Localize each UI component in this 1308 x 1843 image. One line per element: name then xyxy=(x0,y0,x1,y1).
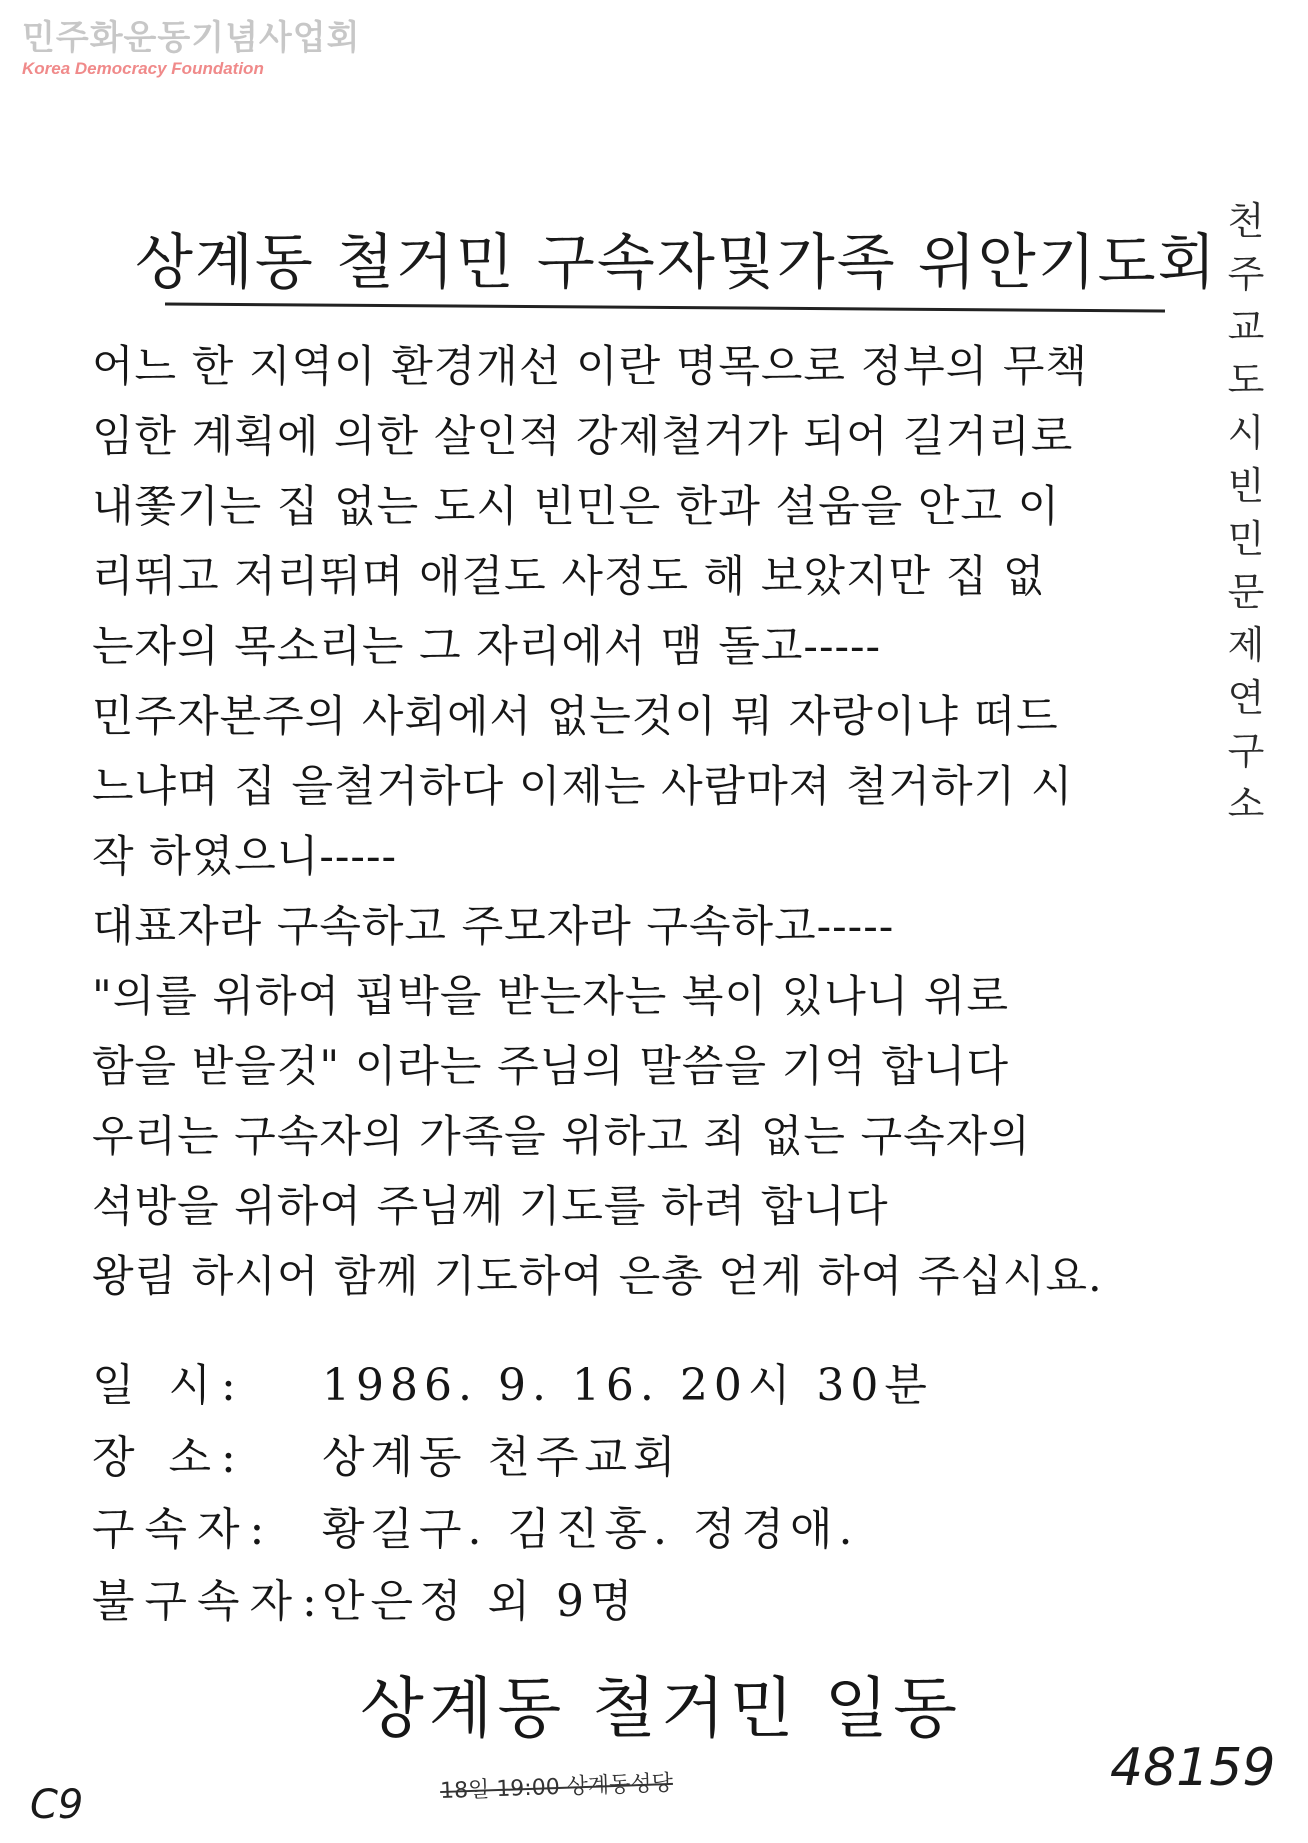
body-line: 임한 계획에 의한 살인적 강제철거가 되어 길거리로 xyxy=(92,412,1074,462)
detail-row-detained xyxy=(92,1489,1092,1561)
detail-label: 일 시: xyxy=(92,1360,246,1411)
body-line: 느냐며 집 을철거하다 이제는 사람마져 철거하기 시 xyxy=(92,762,1074,812)
detail-label: 구속자: xyxy=(92,1504,275,1555)
body-line: 민주자본주의 사회에서 없는것이 뭐 자랑이냐 떠드 xyxy=(92,692,1059,742)
detail-value: 황길구. 김진홍. 정경애. xyxy=(322,1504,859,1555)
body-line: 는자의 목소리는 그 자리에서 맴 돌고----- xyxy=(92,622,882,672)
watermark-korean-text: 민주화운동기념사업회 xyxy=(22,18,361,58)
body-line: 우리는 구속자의 가족을 위하고 죄 없는 구속자의 xyxy=(92,1112,1031,1162)
signature-line: 상계동 철거민 일동 xyxy=(360,1670,963,1747)
struck-through-note: 18일 19:00 상계동성당 xyxy=(439,1770,674,1805)
corner-mark: C9 xyxy=(30,1782,84,1828)
detail-value: 상계동 천주교회 xyxy=(322,1432,682,1483)
side-note-vertical: 천주교도시빈민문제연구소 xyxy=(1227,199,1265,826)
body-line: 어느 한 지역이 환경개선 이란 명목으로 정부의 무책 xyxy=(92,342,1088,392)
detail-row-place xyxy=(92,1417,1092,1489)
body-line: 함을 받을것" 이라는 주님의 말씀을 기억 합니다 xyxy=(92,1042,1010,1092)
document-number: 48159 xyxy=(1110,1738,1276,1798)
event-details xyxy=(92,1345,1092,1633)
body-line: 내쫓기는 집 없는 도시 빈민은 한과 설움을 안고 이 xyxy=(92,482,1061,532)
watermark-english-text: Korea Democracy Foundation xyxy=(22,59,264,78)
watermark xyxy=(22,18,361,80)
detail-value: 1986. 9. 16. 20시 30분 xyxy=(322,1360,933,1411)
body-text xyxy=(92,332,1242,1312)
body-line: 작 하였으니----- xyxy=(92,832,398,882)
body-line: 왕림 하시어 함께 기도하여 은총 얻게 하여 주십시요. xyxy=(92,1252,1103,1302)
detail-label: 장 소: xyxy=(92,1432,246,1483)
title-underline xyxy=(165,303,1165,313)
body-line: 리뛰고 저리뛰며 애걸도 사정도 해 보았지만 집 없 xyxy=(92,552,1046,602)
body-line: 대표자라 구속하고 주모자라 구속하고----- xyxy=(92,902,895,952)
document-title: 상계동 철거민 구속자및가족 위안기도회 xyxy=(135,228,1218,298)
detail-label: 불구속자: xyxy=(92,1576,327,1627)
detail-row-datetime xyxy=(92,1345,1092,1417)
body-line: "의를 위하여 핍박을 받는자는 복이 있나니 위로 xyxy=(92,972,1010,1022)
body-line: 석방을 위하여 주님께 기도를 하려 합니다 xyxy=(92,1182,889,1232)
detail-row-non-detained xyxy=(92,1561,1092,1633)
detail-value: 안은정 외 9명 xyxy=(322,1576,639,1627)
